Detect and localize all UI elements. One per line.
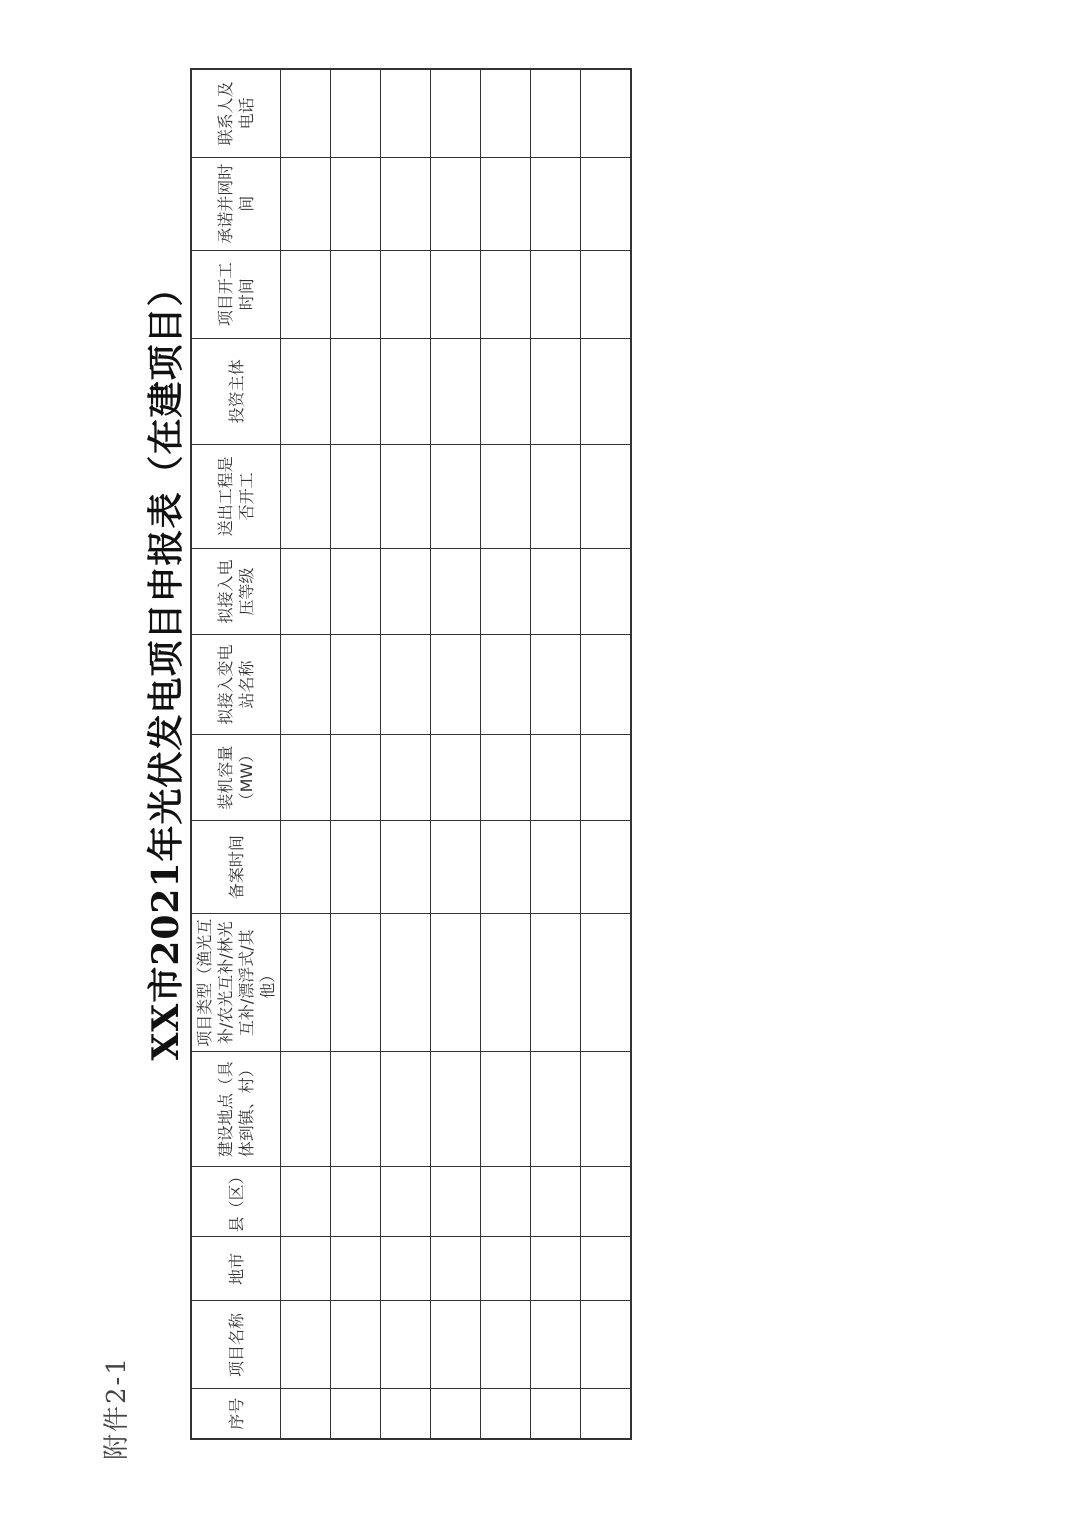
table-cell <box>281 634 331 734</box>
table-cell <box>281 735 331 821</box>
table-cell <box>281 338 331 444</box>
table-cell <box>531 444 581 548</box>
table-cell <box>331 69 381 157</box>
table-row <box>481 69 531 1439</box>
table-cell <box>381 914 431 1052</box>
column-header: 项目开工时间 <box>191 250 281 338</box>
table-cell <box>581 157 632 250</box>
column-header: 地市 <box>191 1237 281 1301</box>
table-cell <box>531 821 581 914</box>
table-cell <box>331 634 381 734</box>
table-cell <box>531 250 581 338</box>
table-cell <box>481 1389 531 1439</box>
table-cell <box>281 157 331 250</box>
column-header: 项目名称 <box>191 1301 281 1389</box>
table-cell <box>381 821 431 914</box>
table-cell <box>431 1052 481 1167</box>
project-report-table <box>190 68 632 1440</box>
table-row <box>281 69 331 1439</box>
table-cell <box>581 1389 632 1439</box>
table-cell <box>531 548 581 634</box>
table-cell <box>481 157 531 250</box>
table-cell <box>381 634 431 734</box>
table-cell <box>381 157 431 250</box>
table-cell <box>481 250 531 338</box>
column-header: 承诺并网时间 <box>191 157 281 250</box>
table-cell <box>281 250 331 338</box>
table-cell <box>531 735 581 821</box>
table-cell <box>381 735 431 821</box>
table-cell <box>481 1301 531 1389</box>
table-cell <box>481 1052 531 1167</box>
table-cell <box>431 634 481 734</box>
table-cell <box>431 338 481 444</box>
attachment-label: 附件2-1 <box>102 1356 132 1460</box>
table-cell <box>481 821 531 914</box>
column-header: 拟接入电压等级 <box>191 548 281 634</box>
table-cell <box>281 1237 331 1301</box>
table-row <box>331 69 381 1439</box>
table-cell <box>581 1301 632 1389</box>
table-cell <box>331 821 381 914</box>
table-cell <box>281 1167 331 1237</box>
header-row <box>191 69 281 1439</box>
table-cell <box>431 1389 481 1439</box>
table-cell <box>331 1389 381 1439</box>
table-cell <box>581 1052 632 1167</box>
table-cell <box>381 250 431 338</box>
table-row <box>431 69 481 1439</box>
column-header: 联系人及电话 <box>191 69 281 157</box>
column-header: 项目类型（渔光互补/农光互补/林光互补/漂浮式/其他） <box>191 914 281 1052</box>
table-cell <box>281 914 331 1052</box>
table-cell <box>331 548 381 634</box>
table-cell <box>381 1237 431 1301</box>
table-cell <box>581 1167 632 1237</box>
rotated-report-page <box>90 60 590 1500</box>
table-cell <box>481 338 531 444</box>
column-header: 送出工程是否开工 <box>191 444 281 548</box>
table-cell <box>331 250 381 338</box>
table-cell <box>381 69 431 157</box>
column-header: 备案时间 <box>191 821 281 914</box>
table-cell <box>531 1052 581 1167</box>
table-cell <box>381 1301 431 1389</box>
column-header: 建设地点（具体到镇、村） <box>191 1052 281 1167</box>
table-cell <box>331 1052 381 1167</box>
table-cell <box>381 338 431 444</box>
table-cell <box>531 338 581 444</box>
table-cell <box>481 1167 531 1237</box>
table-cell <box>531 1301 581 1389</box>
table-cell <box>431 914 481 1052</box>
column-header: 县（区） <box>191 1167 281 1237</box>
table-cell <box>331 157 381 250</box>
table-cell <box>431 444 481 548</box>
table-cell <box>331 914 381 1052</box>
table-cell <box>581 338 632 444</box>
table-cell <box>381 1167 431 1237</box>
table-row <box>581 69 632 1439</box>
table-cell <box>431 1167 481 1237</box>
column-header: 装机容量（MW） <box>191 735 281 821</box>
table-cell <box>481 914 531 1052</box>
table-cell <box>431 735 481 821</box>
table-cell <box>381 444 431 548</box>
table-cell <box>331 735 381 821</box>
table-row <box>531 69 581 1439</box>
table-cell <box>281 69 331 157</box>
table-cell <box>531 1389 581 1439</box>
column-header: 序号 <box>191 1389 281 1439</box>
table-cell <box>331 338 381 444</box>
table-cell <box>581 914 632 1052</box>
table-cell <box>581 69 632 157</box>
table-cell <box>581 548 632 634</box>
table-cell <box>431 548 481 634</box>
table-cell <box>431 250 481 338</box>
column-header: 投资主体 <box>191 338 281 444</box>
table-cell <box>331 1301 381 1389</box>
table-cell <box>581 1237 632 1301</box>
table-cell <box>581 444 632 548</box>
table-cell <box>581 735 632 821</box>
table-cell <box>531 69 581 157</box>
table-cell <box>581 821 632 914</box>
table-cell <box>281 1389 331 1439</box>
table-cell <box>531 634 581 734</box>
table-cell <box>331 444 381 548</box>
table-cell <box>381 1052 431 1167</box>
table-cell <box>281 1301 331 1389</box>
table-cell <box>531 157 581 250</box>
table-cell <box>481 548 531 634</box>
table-cell <box>431 1301 481 1389</box>
table-cell <box>331 1167 381 1237</box>
table-cell <box>481 1237 531 1301</box>
table-cell <box>281 1052 331 1167</box>
table-cell <box>431 69 481 157</box>
table-cell <box>381 1389 431 1439</box>
table-cell <box>381 548 431 634</box>
table-cell <box>331 1237 381 1301</box>
table-body <box>281 69 632 1439</box>
table-cell <box>481 735 531 821</box>
table-cell <box>431 157 481 250</box>
column-header: 拟接入变电站名称 <box>191 634 281 734</box>
table-cell <box>431 1237 481 1301</box>
table-cell <box>281 444 331 548</box>
form-title: XX市2021年光伏发电项目申报表（在建项目） <box>145 269 187 1061</box>
table-cell <box>481 444 531 548</box>
table-cell <box>581 634 632 734</box>
table-row <box>381 69 431 1439</box>
table-cell <box>281 548 331 634</box>
table-cell <box>531 914 581 1052</box>
table-cell <box>481 69 531 157</box>
table-cell <box>281 821 331 914</box>
table-cell <box>531 1237 581 1301</box>
table-cell <box>531 1167 581 1237</box>
table-cell <box>481 634 531 734</box>
table-cell <box>431 821 481 914</box>
table-cell <box>581 250 632 338</box>
